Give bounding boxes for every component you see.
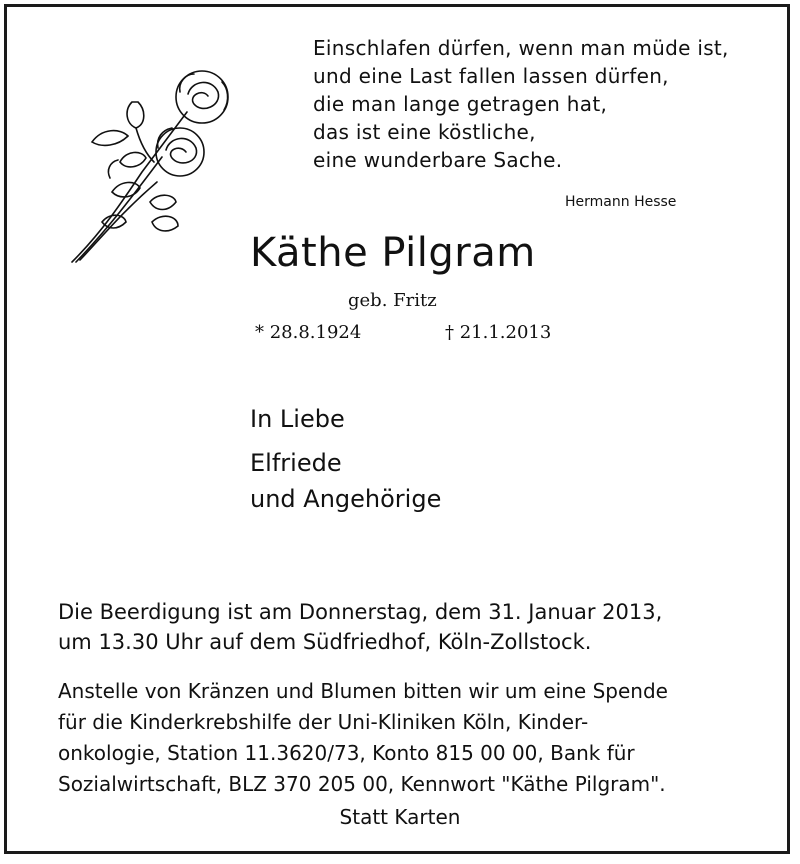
funeral-line: Die Beerdigung ist am Donnerstag, dem 31. Januar 2013, bbox=[58, 600, 663, 624]
mourners-block bbox=[250, 405, 441, 521]
poem-quote bbox=[313, 34, 729, 174]
birth-name: geb. Fritz bbox=[348, 290, 437, 311]
life-dates bbox=[255, 322, 552, 343]
poem-author: Hermann Hesse bbox=[565, 194, 677, 210]
dedication: In Liebe bbox=[250, 405, 345, 433]
mourner-name: Elfriede bbox=[250, 449, 342, 477]
birth-date: * 28.8.1924 bbox=[255, 322, 362, 343]
donation-line: onkologie, Station 11.3620/73, Konto 815 00 00, Bank für bbox=[58, 741, 635, 765]
funeral-info bbox=[58, 597, 662, 657]
donation-request bbox=[58, 676, 748, 800]
poem-line: Einschlafen dürfen, wenn man müde ist, bbox=[313, 36, 729, 60]
funeral-line: um 13.30 Uhr auf dem Südfriedhof, Köln-Zollstock. bbox=[58, 630, 592, 654]
donation-line: Anstelle von Kränzen und Blumen bitten wir um eine Spende bbox=[58, 679, 668, 703]
mourner-name: und Angehörige bbox=[250, 485, 442, 513]
poem-line: die man lange getragen hat, bbox=[313, 92, 608, 116]
deceased-name: Käthe Pilgram bbox=[250, 230, 536, 276]
donation-line: für die Kinderkrebshilfe der Uni-Kliniken Köln, Kinder- bbox=[58, 710, 589, 734]
closing-note: Statt Karten bbox=[339, 805, 461, 829]
death-date: † 21.1.2013 bbox=[445, 322, 552, 343]
rose-illustration-icon bbox=[62, 62, 232, 267]
donation-line: Sozialwirtschaft, BLZ 370 205 00, Kennwort "Käthe Pilgram". bbox=[58, 772, 666, 796]
poem-line: eine wunderbare Sache. bbox=[313, 148, 563, 172]
poem-line: das ist eine köstliche, bbox=[313, 120, 536, 144]
poem-line: und eine Last fallen lassen dürfen, bbox=[313, 64, 669, 88]
